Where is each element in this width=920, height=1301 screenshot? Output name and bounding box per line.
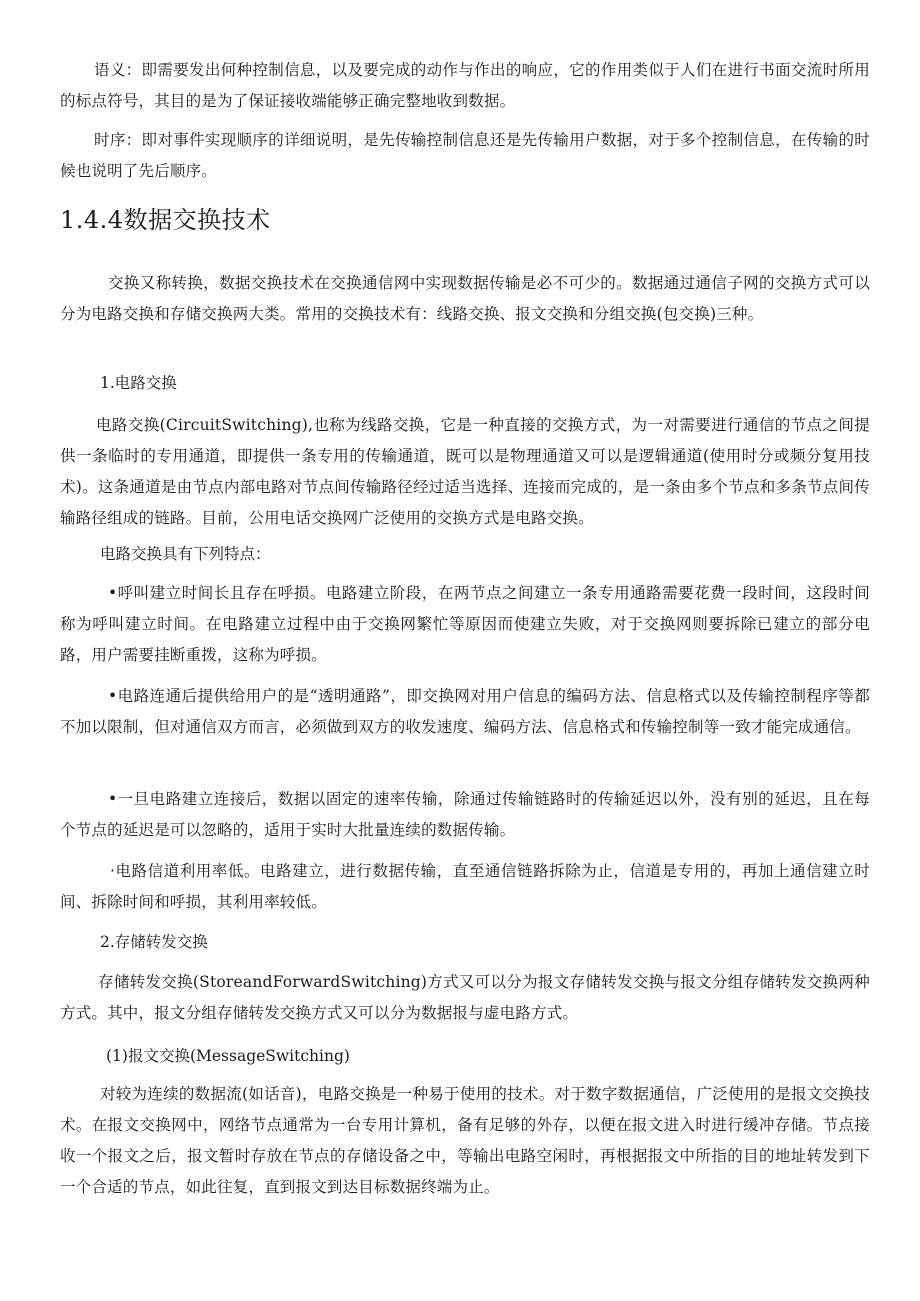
subsection-title-store: 2.存储转发交换 [100, 933, 208, 951]
paragraph-store: 存储转发交换(StoreandForwardSwitching)方式又可以分为报文存储转发交换与报文分组存储转发交换两种方式。其中，报文分组存储转发交换方式又可以分为数据报与虚电路方式。 [60, 973, 870, 1022]
paragraph-circuit: 电路交换(CircuitSwitching),也称为线路交换，它是一种直接的交换方式，为一对需要进行通信的节点之间提供一条临时的专用通道，即提供一条专用的传输通道，既可以是物理通道又可以是逻辑通道(使用时分或频分复用技术)。这条通道是由节点内部电路对节点间传输路径经过适当选择、连接而完成的，是一条由多个节点和多条节点间传输路径组成的链路。目前，公用电话交换网广泛使用的交换方式是电路交换。 [60, 416, 870, 527]
features-lead: 电路交换具有下列特点： [100, 545, 271, 563]
paragraph-semantics: 语义：即需要发出何种控制信息，以及要完成的动作与作出的响应，它的作用类似于人们在进行书面交流时所用的标点符号，其目的是为了保证接收端能够正确完整地收到数据。 [60, 61, 870, 110]
subsection-title-message: (1)报文交换(MessageSwitching) [106, 1047, 350, 1065]
subsection-title-circuit: 1.电路交换 [100, 374, 177, 392]
bullet-item: ·电路信道利用率低。电路建立，进行数据传输，直至通信链路拆除为止，信道是专用的，再加上通信建立时间、拆除时间和呼损，其利用率较低。 [60, 862, 870, 911]
paragraph-intro: 交换又称转换，数据交换技术在交换通信网中实现数据传输是必不可少的。数据通过通信子网的交换方式可以分为电路交换和存储交换两大类。常用的交换技术有：线路交换、报文交换和分组交换(包交换)三种。 [60, 274, 870, 323]
section-heading: 1.4.4数据交换技术 [60, 206, 271, 234]
bullet-item: •电路连通后提供给用户的是“透明通路”，即交换网对用户信息的编码方法、信息格式以及传输控制程序等都不加以限制，但对通信双方而言，必须做到双方的收发速度、编码方法、信息格式和传输控制等一致才能完成通信。 [60, 687, 870, 736]
bullet-item: •一旦电路建立连接后，数据以固定的速率传输，除通过传输链路时的传输延迟以外，没有别的延迟，且在每个节点的延迟是可以忽略的，适用于实时大批量连续的数据传输。 [60, 790, 870, 839]
bullet-item: •呼叫建立时间长且存在呼损。电路建立阶段，在两节点之间建立一条专用通路需要花费一段时间，这段时间称为呼叫建立时间。在电路建立过程中由于交换网繁忙等原因而使建立失败，对于交换网则要拆除已建立的部分电路，用户需要挂断重拨，这称为呼损。 [60, 584, 870, 664]
paragraph-message: 对较为连续的数据流(如话音)，电路交换是一种易于使用的技术。对于数字数据通信，广泛使用的是报文交换技术。在报文交换网中，网络节点通常为一台专用计算机，备有足够的外存，以便在报文进入时进行缓冲存储。节点接收一个报文之后，报文暂时存放在节点的存储设备之中，等输出电路空闲时，再根据报文中所指的目的地址转发到下一个合适的节点，如此往复，直到报文到达目标数据终端为止。 [60, 1085, 870, 1196]
paragraph-timing: 时序：即对事件实现顺序的详细说明，是先传输控制信息还是先传输用户数据，对于多个控制信息，在传输的时候也说明了先后顺序。 [60, 131, 870, 180]
